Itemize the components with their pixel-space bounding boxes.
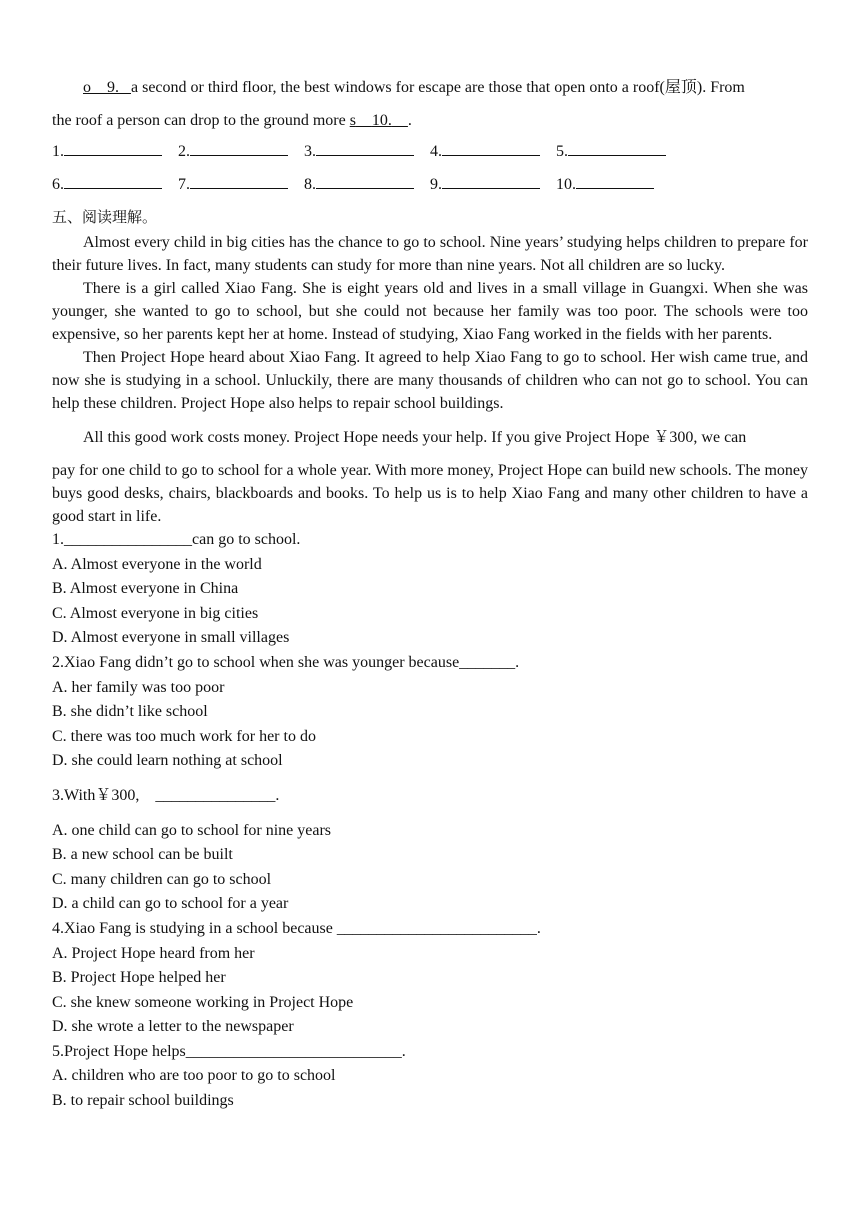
question-stem: 4.Xiao Fang is studying in a school because _________________________. xyxy=(52,919,541,937)
question-option: A. her family was too poor xyxy=(52,678,225,696)
question-option: B. Almost everyone in China xyxy=(52,580,239,598)
question-option: A. Project Hope heard from her xyxy=(52,944,255,962)
passage-paragraph: All this good work costs money. Project Hope needs your help. If you give Project Hope ￥300, we can xyxy=(83,429,747,446)
cloze-line-2: the roof a person can drop to the ground more s 10. . xyxy=(52,112,412,129)
answer-row-2 xyxy=(52,173,808,196)
question-5 xyxy=(52,1040,808,1114)
answer-blank: 2. xyxy=(178,140,304,163)
answer-blank: 9. xyxy=(430,173,556,196)
question-stem: 3.With￥300, _______________. xyxy=(52,786,280,804)
blank-10: s 10. xyxy=(349,112,392,129)
question-option: D. Almost everyone in small villages xyxy=(52,629,290,647)
question-2 xyxy=(52,651,808,774)
answer-blank: 1. xyxy=(52,140,178,163)
question-3 xyxy=(52,784,808,917)
section-heading: 五、阅读理解。 xyxy=(52,208,158,226)
answer-blank: 5. xyxy=(556,140,682,163)
question-option: D. she wrote a letter to the newspaper xyxy=(52,1018,294,1036)
question-option: A. one child can go to school for nine years xyxy=(52,821,332,839)
question-stem: 5.Project Hope helps___________________________. xyxy=(52,1042,406,1060)
question-option: C. she knew someone working in Project Hope xyxy=(52,993,354,1011)
question-option: D. she could learn nothing at school xyxy=(52,752,283,770)
question-stem: 2.Xiao Fang didn’t go to school when she was younger because_______. xyxy=(52,653,520,671)
question-stem: 1.________________can go to school. xyxy=(52,531,301,548)
cloze-line-1 xyxy=(52,76,808,99)
passage-paragraph: pay for one child to go to school for a whole year. With more money, Project Hope can build new schools. The money buys good desks, chairs, blackboards and books. To help us is to help Xiao Fang and many other children to have a good start in life. xyxy=(52,462,808,525)
question-option: D. a child can go to school for a year xyxy=(52,895,289,913)
cloze-line-1-text: a second or third floor, the best windows for escape are those that open onto a roof(屋顶). From xyxy=(131,79,745,96)
passage-paragraph: There is a girl called Xiao Fang. She is eight years old and lives in a small village in Guangxi. When she was younger, she wanted to go to school, but she could not because her family was too poor. The schools were too expensive, so her parents kept her at home. Instead of studying, Xiao Fang worked in the fields with her parents. xyxy=(52,280,808,343)
answer-blank: 10. xyxy=(556,173,682,196)
passage-paragraph: Then Project Hope heard about Xiao Fang. It agreed to help Xiao Fang to go to school. Her wish came true, and now she is studying in a school. Unluckily, there are many thousands of children who can not go to school. You can help these children. Project Hope also helps to repair school buildings. xyxy=(52,349,808,412)
question-option: B. a new school can be built xyxy=(52,846,233,864)
answer-blank: 4. xyxy=(430,140,556,163)
question-option: C. Almost everyone in big cities xyxy=(52,604,259,622)
question-option: C. there was too much work for her to do xyxy=(52,727,316,745)
question-option: B. Project Hope helped her xyxy=(52,969,226,987)
answer-blank: 3. xyxy=(304,140,430,163)
question-1 xyxy=(52,528,808,651)
answer-blank: 6. xyxy=(52,173,178,196)
answer-blank: 7. xyxy=(178,173,304,196)
answer-row-1 xyxy=(52,140,808,163)
answer-blank: 8. xyxy=(304,173,430,196)
question-option: A. Almost everyone in the world xyxy=(52,555,262,573)
question-option: B. to repair school buildings xyxy=(52,1092,234,1110)
passage-paragraph: Almost every child in big cities has the chance to go to school. Nine years’ studying helps children to prepare for their future lives. In fact, many students can study for more than nine years. Not all children are so lucky. xyxy=(52,234,808,274)
question-option: B. she didn’t like school xyxy=(52,703,208,721)
question-option: A. children who are too poor to go to school xyxy=(52,1067,336,1085)
question-4 xyxy=(52,917,808,1040)
question-option: C. many children can go to school xyxy=(52,870,272,888)
blank-9: o 9. xyxy=(83,79,119,96)
document-page xyxy=(52,76,808,1114)
